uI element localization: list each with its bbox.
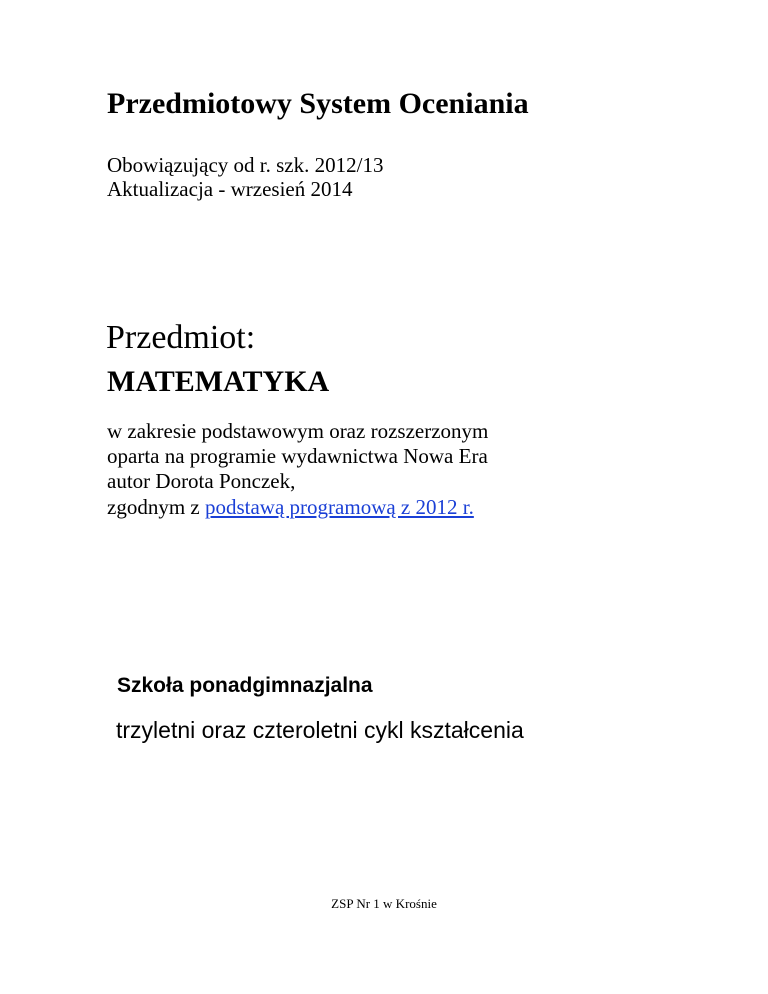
school-type-heading: Szkoła ponadgimnazjalna	[117, 674, 373, 697]
description-line-4	[107, 494, 474, 520]
description-line-2: oparta na programie wydawnictwa Nowa Era	[107, 444, 488, 468]
update-text: Aktualizacja - wrzesień 2014	[107, 177, 353, 201]
subject-label: Przedmiot:	[106, 319, 256, 356]
description-line-4-prefix: zgodnym z	[107, 495, 205, 519]
education-cycle-text: trzyletni oraz czteroletni cykl kształcenia	[116, 717, 524, 743]
curriculum-link[interactable]: podstawą programową z 2012 r.	[204, 495, 474, 519]
page-footer: ZSP Nr 1 w Krośnie	[331, 896, 437, 911]
document-title: Przedmiotowy System Oceniania	[107, 87, 529, 120]
description-line-1: w zakresie podstawowym oraz rozszerzonym	[107, 419, 489, 443]
description-line-3: autor Dorota Ponczek,	[107, 469, 296, 493]
valid-from-text: Obowiązujący od r. szk. 2012/13	[107, 153, 384, 177]
subject-name: MATEMATYKA	[107, 365, 330, 398]
